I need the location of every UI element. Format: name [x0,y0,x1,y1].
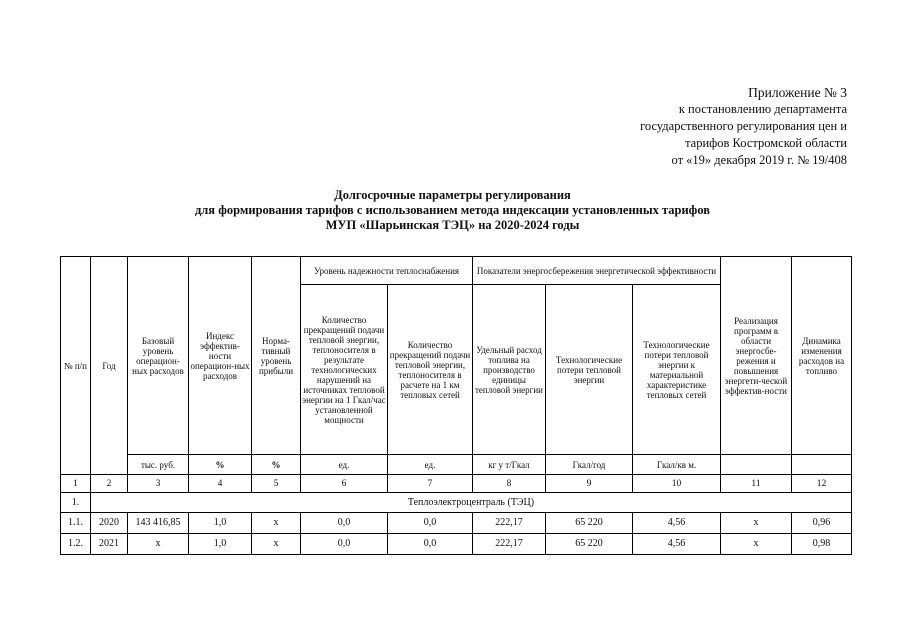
header-base-opex: Базовый уровень операцион-ных расходов [128,257,189,455]
table-cell: 0,96 [792,513,852,534]
title-line: Долгосрочные параметры регулирования [334,188,571,202]
table-cell: 143 416,85 [128,513,189,534]
column-number: 2 [91,475,128,493]
appendix-line: тарифов Костромской области [685,136,847,150]
table-row [61,534,852,555]
column-number: 11 [721,475,792,493]
table-row [61,513,852,534]
table-cell: 4,56 [633,513,721,534]
table-cell: 2021 [91,534,128,555]
parameters-table [60,256,852,555]
column-number: 8 [473,475,546,493]
unit-cell: ед. [301,455,388,475]
column-number: 1 [61,475,91,493]
table-cell: 1.1. [61,513,91,534]
unit-cell: кг у т/Гкал [473,455,546,475]
table-cell: 1,0 [189,513,252,534]
table-cell: 2020 [91,513,128,534]
header-heat-losses: Технологические потери тепловой энергии [546,285,633,455]
appendix-line: к постановлению департамента [678,102,847,116]
table-cell: 222,17 [473,534,546,555]
header-fuel-rate: Удельный расход топлива на производство единицы тепловой энергии [473,285,546,455]
column-number-row [61,475,852,493]
section-label: Теплоэлектроцентраль (ТЭЦ) [91,493,852,513]
table-cell: 0,0 [301,513,388,534]
table-cell: x [721,513,792,534]
header-profit-level: Норма-тивный уровень прибыли [252,257,301,455]
unit-cell: Гкал/год [546,455,633,475]
column-number: 4 [189,475,252,493]
header-num: № п/п [61,257,91,475]
column-number: 12 [792,475,852,493]
column-number: 3 [128,475,189,493]
column-number: 9 [546,475,633,493]
header-efficiency-index: Индекс эффектив-ности операцион-ных расходов [189,257,252,455]
table-cell: x [252,513,301,534]
table-cell: x [252,534,301,555]
table-cell: x [128,534,189,555]
title-line: МУП «Шарьинская ТЭЦ» на 2020-2024 годы [325,218,580,232]
title-line: для формирования тарифов с использованием метода индексации установленных тарифов [194,203,711,217]
unit-cell: тыс. руб. [128,455,189,475]
header-interruptions-network: Количество прекращений подачи тепловой энергии, теплоносителя в расчете на 1 км тепловых сетей [388,285,473,455]
unit-cell: ед. [388,455,473,475]
table-cell: 0,98 [792,534,852,555]
document-title [0,188,905,233]
section-number: 1. [61,493,91,513]
table-cell: 4,56 [633,534,721,555]
header-interruptions-source: Количество прекращений подачи тепловой энергии, теплоносителя в результате технологических нарушений на источниках тепловой энергии на 1 Гкал/час установленной мощности [301,285,388,455]
column-number: 7 [388,475,473,493]
unit-cell-empty [721,455,792,475]
header-reliability-group: Уровень надежности теплоснабжения [301,257,473,285]
table-cell: 0,0 [301,534,388,555]
table-cell: 65 220 [546,513,633,534]
table-cell: 0,0 [388,513,473,534]
column-number: 5 [252,475,301,493]
table-cell: 222,17 [473,513,546,534]
header-energy-group: Показатели энергосбережения энергетической эффективности [473,257,721,285]
column-number: 6 [301,475,388,493]
unit-cell: Гкал/кв м. [633,455,721,475]
appendix-line: Приложение № 3 [748,85,847,100]
appendix-line: государственного регулирования цен и [640,119,847,133]
section-row [61,493,852,513]
unit-cell: % [189,455,252,475]
unit-cell: % [252,455,301,475]
header-energy-programs: Реализация программ в области энергосбе-режения и повышения энергети-ческой эффектив-ности [721,257,792,455]
unit-cell-empty [792,455,852,475]
table-cell: 1,0 [189,534,252,555]
header-fuel-dynamics: Динамика изменения расходов на топливо [792,257,852,455]
table-cell: 1.2. [61,534,91,555]
appendix-header [640,84,847,169]
header-losses-ratio: Технологические потери тепловой энергии к материальной характеристике тепловых сетей [633,285,721,455]
column-number: 10 [633,475,721,493]
table-cell: 65 220 [546,534,633,555]
table-cell: x [721,534,792,555]
appendix-line: от «19» декабря 2019 г. № 19/408 [671,153,847,167]
header-year: Год [91,257,128,475]
table-cell: 0,0 [388,534,473,555]
